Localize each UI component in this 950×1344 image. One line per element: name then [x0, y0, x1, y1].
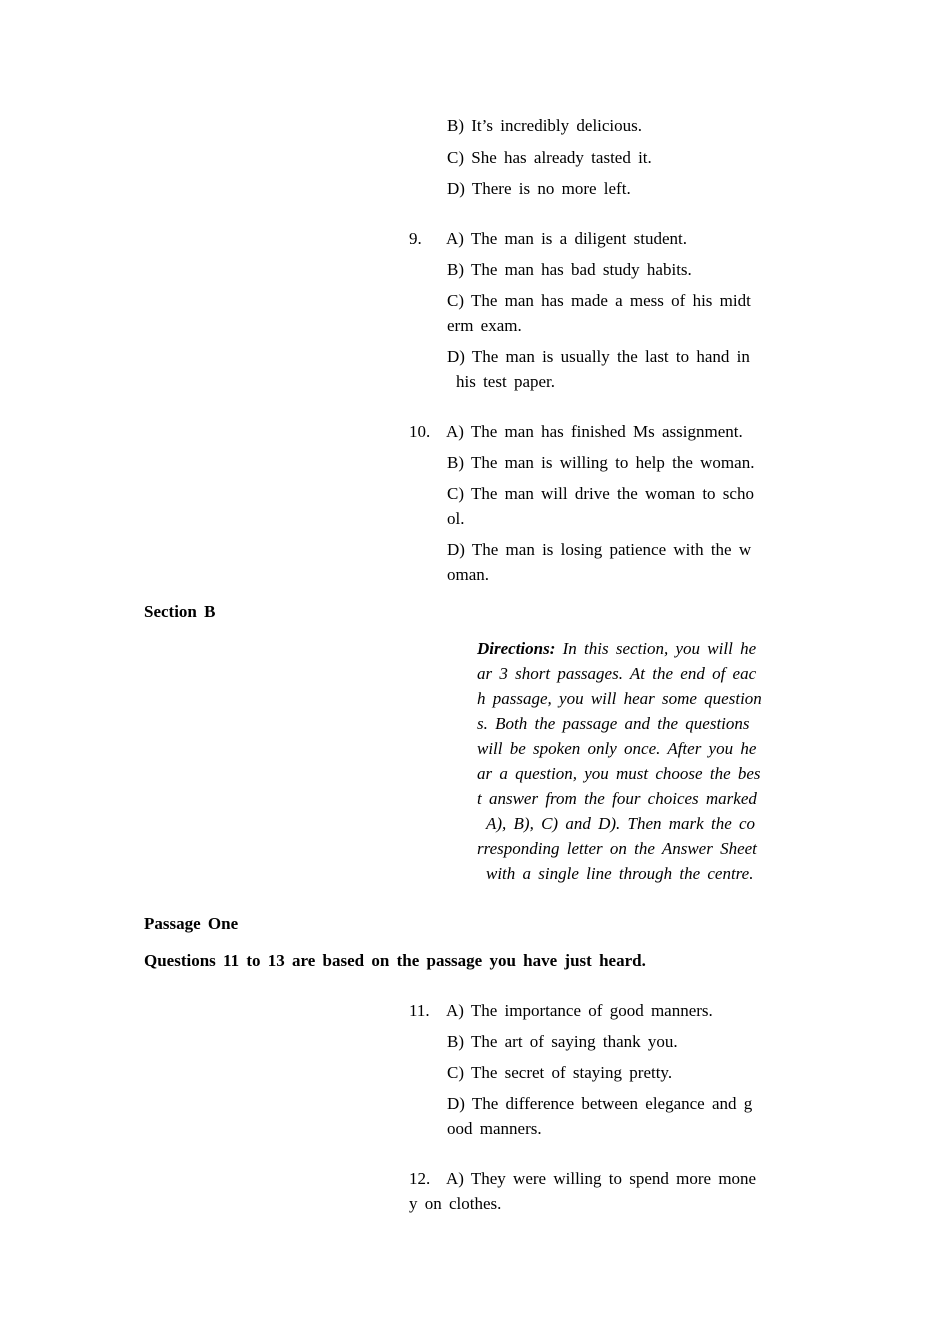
q11-option-d-line1: D) The difference between elegance and g: [447, 1094, 753, 1113]
q12-option-a-line1: A) They were willing to spend more mone: [446, 1169, 757, 1188]
q9-number: 9.: [409, 229, 422, 248]
directions-line-1: [477, 639, 756, 659]
directions-line-2: ar 3 short passages. At the end of eac: [477, 664, 757, 683]
directions-line-8: A), B), C) and D). Then mark the co: [486, 814, 756, 833]
directions-line-7: t answer from the four choices marked: [477, 789, 757, 808]
q9-option-c-line1: C) The man has made a mess of his midt: [447, 291, 751, 310]
directions-line-9: rresponding letter on the Answer Sheet: [477, 839, 757, 858]
passage-heading: Passage One: [144, 914, 239, 933]
directions-text-1: In this section, you will he: [555, 639, 757, 658]
q9-option-c-line2: erm exam.: [447, 316, 522, 335]
q11-number: 11.: [409, 1001, 430, 1020]
directions-line-6: ar a question, you must choose the bes: [477, 764, 761, 783]
q11-option-d-line2: ood manners.: [447, 1119, 542, 1138]
q8-option-c: C) She has already tasted it.: [447, 148, 652, 167]
q8-option-b: B) It’s incredibly delicious.: [447, 116, 643, 135]
directions-line-4: s. Both the passage and the questions: [477, 714, 750, 733]
directions-label: Directions:: [477, 639, 556, 658]
section-heading: Section B: [144, 602, 216, 621]
q9-option-b: B) The man has bad study habits.: [447, 260, 692, 279]
q10-number: 10.: [409, 422, 431, 441]
directions-line-3: h passage, you will hear some question: [477, 689, 762, 708]
q10-option-b: B) The man is willing to help the woman.: [447, 453, 755, 472]
q10-option-d-line2: oman.: [447, 565, 490, 584]
directions-line-5: will be spoken only once. After you he: [477, 739, 757, 758]
q12-option-a-line2: y on clothes.: [409, 1194, 502, 1213]
q9-option-d-line2: his test paper.: [456, 372, 556, 391]
q8-option-d: D) There is no more left.: [447, 179, 631, 198]
q10-option-c-line1: C) The man will drive the woman to scho: [447, 484, 754, 503]
questions-intro: Questions 11 to 13 are based on the passage you have just heard.: [144, 951, 646, 970]
q11-option-a: A) The importance of good manners.: [446, 1001, 713, 1020]
q10-option-d-line1: D) The man is losing patience with the w: [447, 540, 752, 559]
q9-option-d-line1: D) The man is usually the last to hand in: [447, 347, 750, 366]
q10-option-c-line2: ol.: [447, 509, 465, 528]
q10-option-a: A) The man has finished Ms assignment.: [446, 422, 743, 441]
q11-option-b: B) The art of saying thank you.: [447, 1032, 678, 1051]
q11-option-c: C) The secret of staying pretty.: [447, 1063, 673, 1082]
q9-option-a: A) The man is a diligent student.: [446, 229, 688, 248]
q12-number: 12.: [409, 1169, 431, 1188]
directions-line-10: with a single line through the centre.: [486, 864, 754, 883]
